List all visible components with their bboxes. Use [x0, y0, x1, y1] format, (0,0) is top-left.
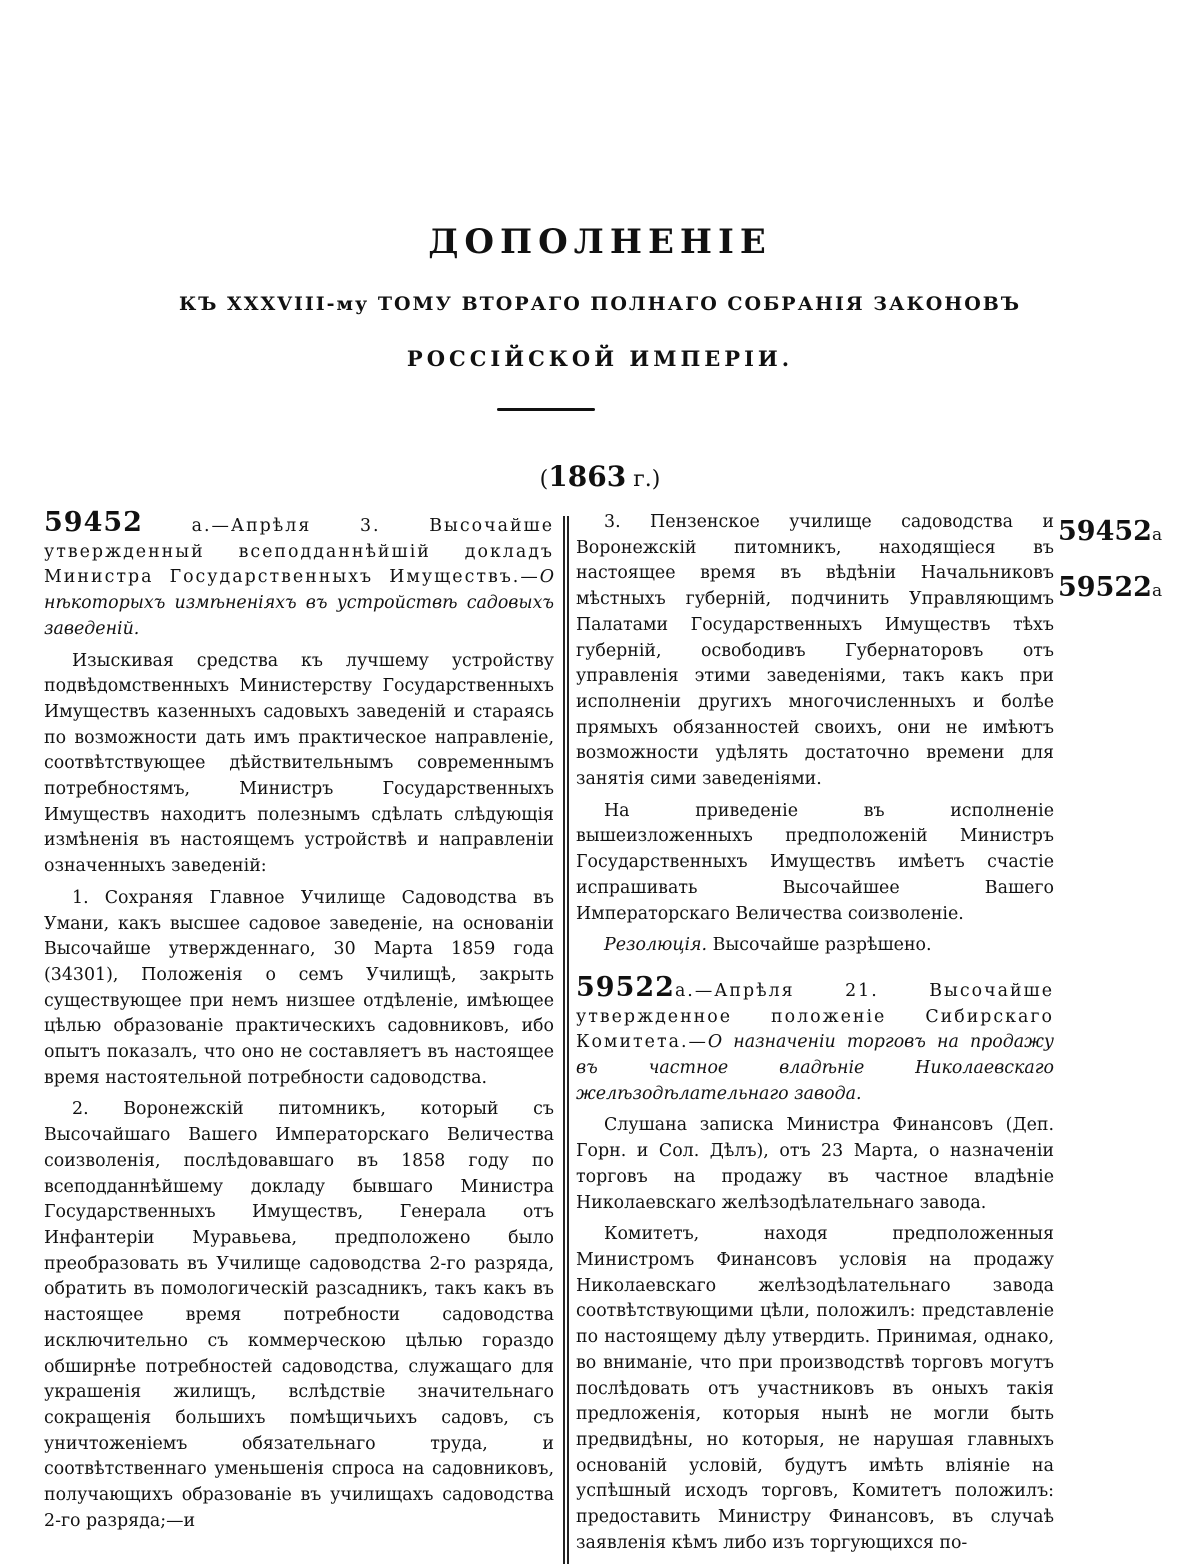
year-heading: [0, 460, 1200, 493]
document-subtitle-line2: РОССІЙСКОЙ ИМПЕРІИ.: [406, 346, 794, 371]
document-subtitle: КЪ XXXVIII-му ТОМУ ВТОРАГО ПОЛНАГО СОБРАНІЯ ЗАКОНОВЪ: [178, 293, 1022, 315]
year-number: 1863: [548, 460, 627, 493]
entry-subject: О нѣкоторыхъ измѣненіяхъ въ устройствѣ садовыхъ заведеній.: [44, 567, 554, 639]
paragraph: 1. Сохраняя Главное Училище Садоводства въ Умани, какъ высшее садовое заведеніе, на основаніи Высочайше утвержденнаго, 30 Марта 1859 года (34301), Положенія о семъ Училищѣ, закрыть существующее при немъ низшее отдѣленіе, имѣющее цѣлью образованіе практическихъ садовниковъ, ибо опытъ показалъ, что оно не составляетъ въ настоящее время настоятельной потребности садоводства.: [44, 887, 554, 1088]
entry-number: 59452: [44, 507, 143, 538]
left-column: [44, 507, 554, 1540]
right-column: [576, 510, 1054, 1562]
year-suffix: г.): [626, 467, 661, 492]
resolution-label: Резолюція.: [604, 935, 708, 956]
resolution-text: Высочайше разрѣшено.: [707, 935, 932, 956]
paragraph: На приведеніе въ исполненіе вышеизложенныхъ предположеній Министръ Государственныхъ Имуществъ имѣетъ счастіе испрашивать Высочайшее Вашего Императорскаго Величества соизволеніе.: [576, 800, 1054, 924]
column-divider: [567, 516, 569, 1564]
margin-number: 59452а: [1058, 516, 1163, 547]
entry-number: 59522: [576, 971, 675, 1003]
entry-59452-heading: [44, 507, 554, 643]
resolution: [576, 933, 1054, 959]
year-open-paren: (: [539, 467, 549, 492]
paragraph: Изыскивая средства къ лучшему устройству подвѣдомственныхъ Министерству Государственныхъ Имуществъ казенныхъ садовыхъ заведеній и стараясь по возможности дать имъ практическое направленіе, соотвѣтствующее дѣйствительнымъ современнымъ потребностямъ, Министръ Государственныхъ Имуществъ находитъ полезнымъ сдѣлать слѣдующія измѣненія въ настоящемъ устройствѣ и направленіи означенныхъ заведеній:: [44, 650, 554, 877]
entry-heading-text: а.—Апрѣля 21. Высочайше утвержденное положеніе Сибирскаго Комитета.—: [576, 980, 1054, 1053]
entry-subject: О назначеніи торговъ на продажу въ частное владѣніе Николаевскаго желѣзодѣлательнаго завода.: [576, 1032, 1054, 1104]
title-divider: [497, 408, 595, 411]
column-divider: [563, 516, 565, 1564]
entry-heading-text: а.—Апрѣля 3. Высочайше утвержденный всеподданнѣйшій докладъ Министра Государственныхъ Имуществъ.—: [44, 516, 554, 588]
paragraph: Комитетъ, находя предположенныя Министромъ Финансовъ условія на продажу Николаевскаго желѣзодѣлательнаго завода соотвѣтствующими цѣли, положилъ: представленіе по настоящему дѣлу утвердить. Принимая, однако, во вниманіе, что при производствѣ торговъ могутъ послѣдовать отъ участниковъ въ оныхъ такія предложенія, которыя нынѣ не могли быть предвидѣны, но которыя, не нарушая главныхъ основаній условій, будутъ имѣть вліяніе на успѣшный исходъ торговъ, Комитетъ положилъ: предоставить Министру Финансовъ, въ случаѣ заявленія кѣмъ либо изъ торгующихся по-: [576, 1224, 1054, 1553]
paragraph: Слушана записка Министра Финансовъ (Деп. Горн. и Сол. Дѣлъ), отъ 23 Марта, о назначеніи торговъ на продажу въ частное владѣніе Николаевскаго желѣзодѣлательнаго завода.: [576, 1115, 1054, 1213]
paragraph: 3. Пензенское училище садоводства и Воронежскій питомникъ, находящіеся въ настоящее время въ вѣдѣніи Начальниковъ мѣстныхъ губерній, подчинить Управляющимъ Палатами Государственныхъ Имуществъ тѣхъ губерній, освободивъ Губернаторовъ отъ управленія этими заведеніями, такъ какъ при исполненіи другихъ многочисленныхъ и болѣе прямыхъ обязанностей своихъ, они не имѣютъ возможности удѣлять достаточно времени для занятія сими заведеніями.: [576, 512, 1054, 790]
paragraph: 2. Воронежскій питомникъ, который съ Высочайшаго Вашего Императорскаго Величества соизволенія, послѣдовавшаго въ 1858 году по всеподданнѣйшему докладу бывшаго Министра Государственныхъ Имуществъ, Генерала отъ Инфантеріи Муравьева, предположено было преобразовать въ Училище садоводства 2-го разряда, обратить въ помологическій разсадникъ, такъ какъ въ настоящее время потребности садоводства исключительно съ коммерческою цѣлью гораздо обширнѣе потребностей садоводства, служащаго для украшенія жилищъ, вслѣдствіе значительнаго сокращенія большихъ помѣщичьихъ садовъ, съ уничтоженіемъ обязательнаго труда, и соотвѣтственнаго уменьшенія спроса на садовниковъ, получающихъ образованіе въ училищахъ садоводства 2-го разряда;—и: [44, 1099, 554, 1531]
entry-59522-heading: [576, 971, 1054, 1108]
document-title: ДОПОЛНЕНІЕ: [428, 222, 772, 262]
margin-number: 59522а: [1058, 572, 1163, 603]
